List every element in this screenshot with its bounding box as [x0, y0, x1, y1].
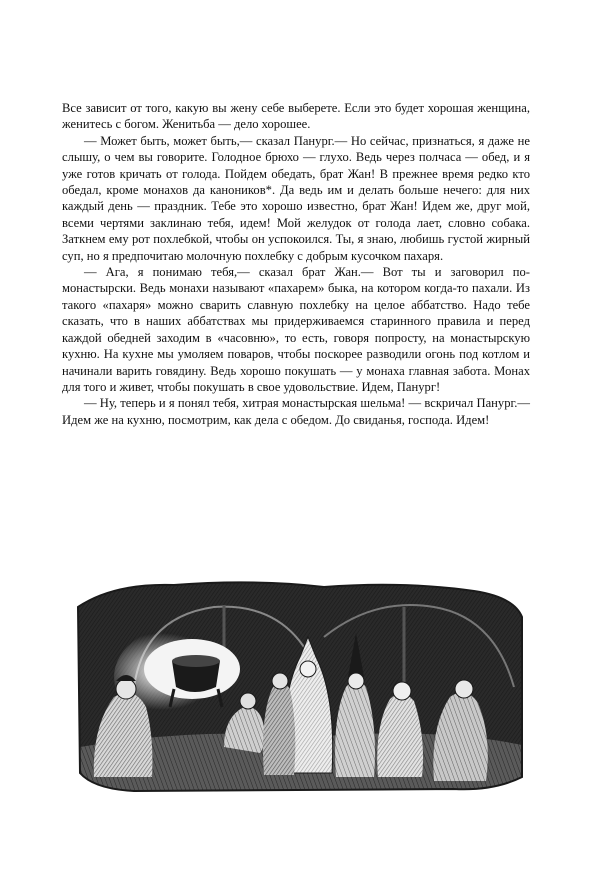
paragraph-continuation: Все зависит от того, какую вы жену себе выберете. Если это будет хорошая женщина, женитесь с богом. Женитьба — дело хорошее.	[62, 101, 530, 132]
text-block	[62, 100, 530, 428]
paragraph-panurg-hungry: — Может быть, может быть,— сказал Панург.— Но сейчас, признаться, я даже не слышу, о чем вы говорите. Голодное брюхо — глухо. Ведь через полчаса — обед, и я уже готов кричать от голода. Пойдем обедать, брат Жан! В прежнее время редко кто обедал, кроме монахов да каноников*. Да ведь им и делать больше нечего: для них каждый день — праздник. Тебе это хорошо известно, брат Жан! Идем же, друг мой, всеми чертями заклинаю тебя, идем! Мой желудок от голода лает, словно собака. Заткнем ему рот похлебкой, чтобы он успокоился. Ты, я знаю, любишь густой жирный суп, но я предпочитаю молочную похлебку с добрым кусочком пахаря.	[62, 133, 530, 263]
paragraph-brother-jean: — Ага, я понимаю тебя,— сказал брат Жан.— Вот ты и заговорил по-монастырски. Ведь монахи называют «пахарем» быка, на котором когда-то пахали. Из такого «пахаря» можно сварить славную похлебку на целое аббатство. Надо тебе сказать, что в наших аббатствах мы придерживаемся старинного правила и перед каждой обедней заходим в «часовню», то есть, говоря попросту, на монастырскую кухню. На кухне мы умоляем поваров, чтобы поскорее разводили огонь под котлом и начинали варить говядину. Ведь хорошо покушать — у монаха главная забота. Монах для того и живет, чтобы покушать в свое удовольствие. Идем, Панург!	[62, 265, 530, 394]
kitchen-engraving-illustration	[74, 577, 526, 795]
paragraph-panurg-reply: — Ну, теперь и я понял тебя, хитрая монастырская шельма! — вскричал Панург.— Идем же на кухню, посмотрим, как дела с обедом. До свиданья, господа. Идем!	[62, 396, 530, 427]
engraving-svg	[74, 577, 526, 795]
